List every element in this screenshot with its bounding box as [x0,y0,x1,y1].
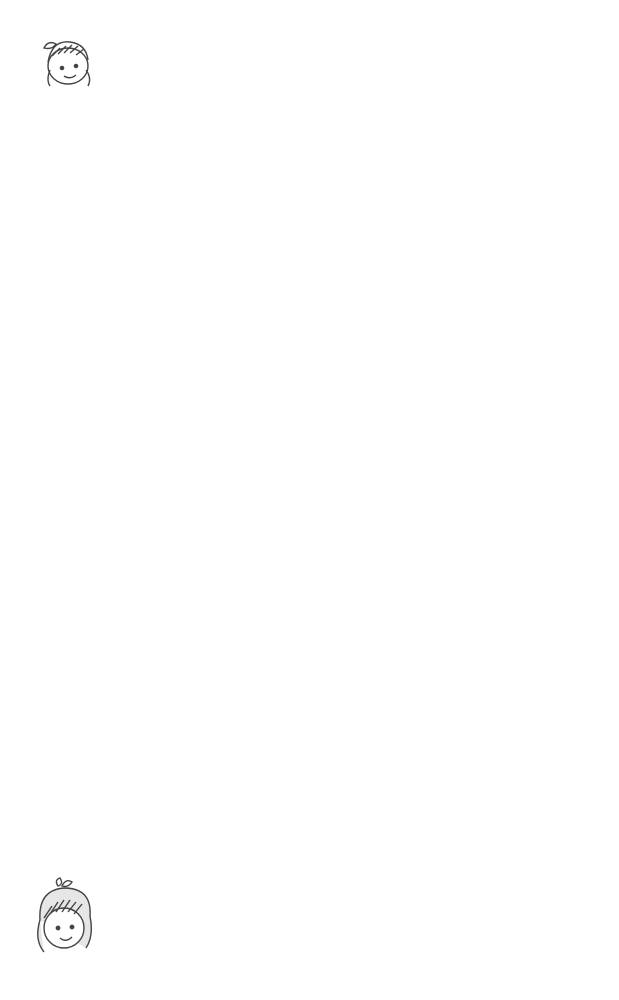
girl-face-bottom-icon [38,878,92,952]
girl-face-top-icon [44,42,90,86]
